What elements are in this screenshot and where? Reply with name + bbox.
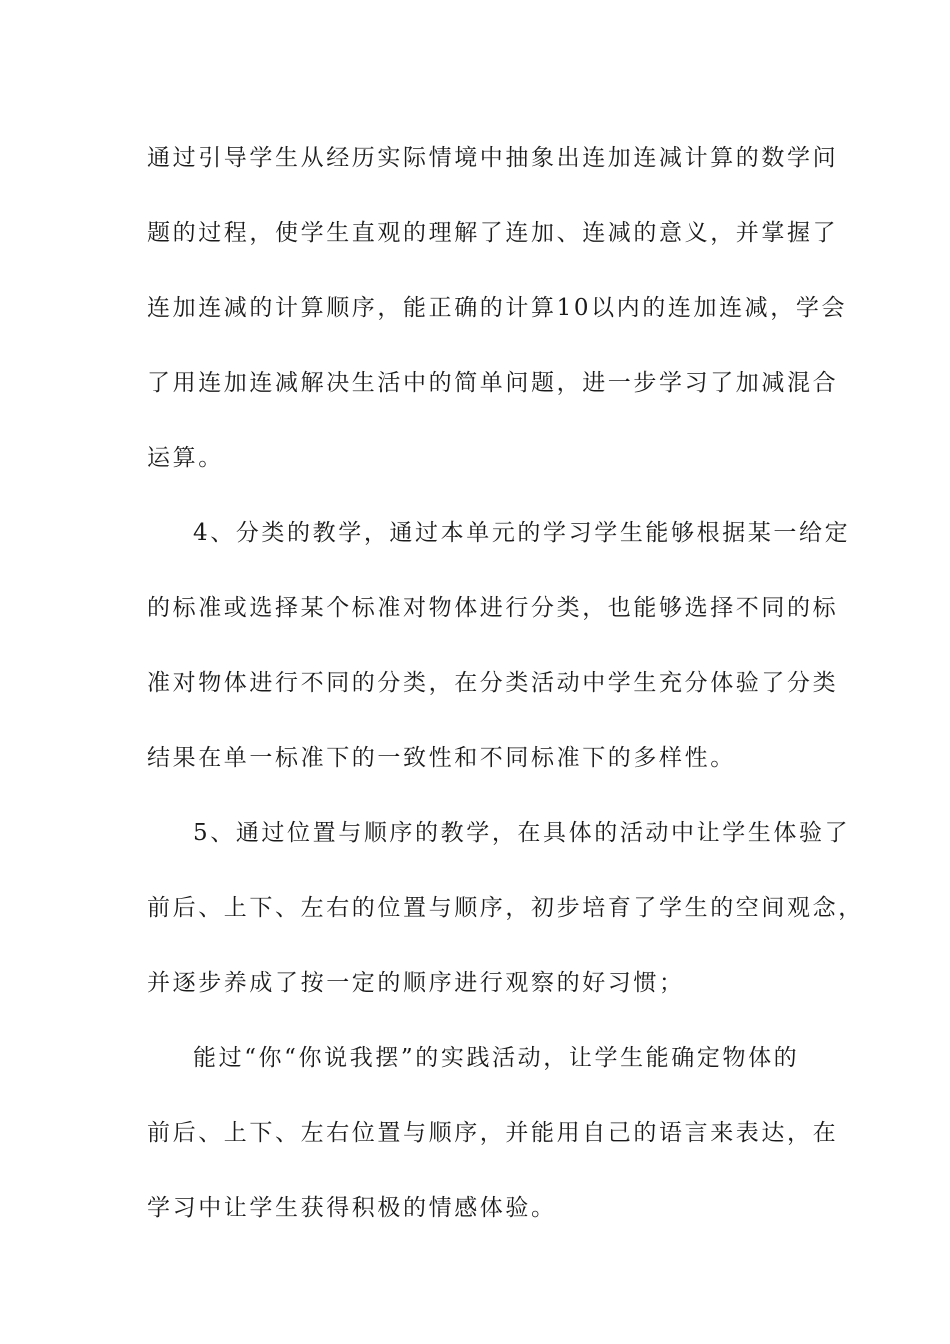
- text-line: 的标准或选择某个标准对物体进行分类，也能够选择不同的标: [147, 595, 839, 621]
- paragraph-start-line: 4、分类的教学，通过本单元的学习学生能够根据某一给定: [193, 520, 851, 546]
- text-line: 连加连减的计算顺序，能正确的计算10以内的连加连减，学会: [147, 295, 848, 321]
- text-line: 准对物体进行不同的分类，在分类活动中学生充分体验了分类: [147, 670, 839, 696]
- text-line: 运算。: [147, 445, 224, 471]
- text-line: 并逐步养成了按一定的顺序进行观察的好习惯；: [147, 970, 685, 996]
- text-line: 前后、上下、左右位置与顺序，并能用自己的语言来表达，在: [147, 1120, 839, 1146]
- text-line: 学习中让学生获得积极的情感体验。: [147, 1195, 557, 1221]
- text-line: 结果在单一标准下的一致性和不同标准下的多样性。: [147, 745, 736, 771]
- text-line: 了用连加连减解决生活中的简单问题，进一步学习了加减混合: [147, 370, 839, 396]
- paragraph-start-line: 5、通过位置与顺序的教学，在具体的活动中让学生体验了: [193, 820, 851, 846]
- text-line: 题的过程，使学生直观的理解了连加、连减的意义，并掌握了: [147, 220, 839, 246]
- text-line: 前后、上下、左右的位置与顺序，初步培育了学生的空间观念，: [147, 895, 864, 921]
- text-line: 通过引导学生从经历实际情境中抽象出连加连减计算的数学问: [147, 145, 839, 171]
- paragraph-start-line: 能过“你“你说我摆”的实践活动，让学生能确定物体的: [193, 1045, 800, 1071]
